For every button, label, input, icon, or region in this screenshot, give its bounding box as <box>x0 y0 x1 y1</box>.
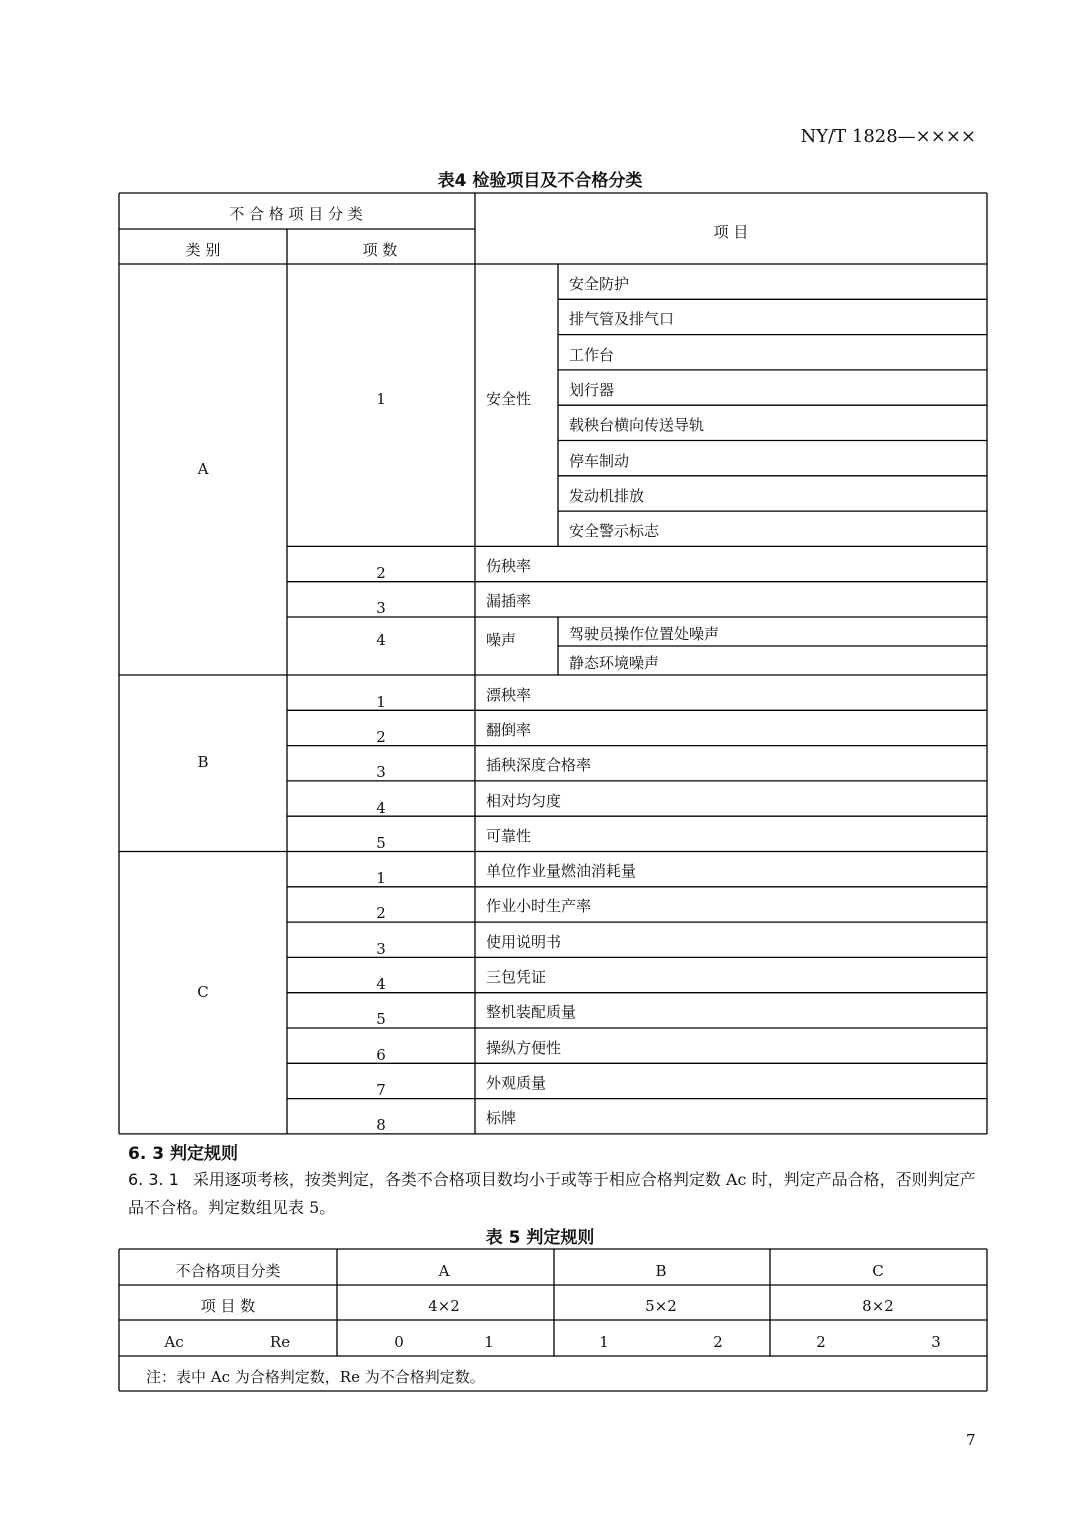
table5-note: 注：表中 Ac 为合格判定数，Re 为不合格判定数。 <box>146 1368 485 1386</box>
table4-item: 整机装配质量 <box>486 1003 577 1022</box>
table5-row2-b: 5×2 <box>645 1297 677 1315</box>
table4-item: 翻倒率 <box>486 720 532 739</box>
table4-row-number: 8 <box>376 1116 386 1135</box>
table5-row2-a: 4×2 <box>428 1297 460 1315</box>
table4-item: 可靠性 <box>486 826 532 845</box>
table4-item: 安全性 <box>486 390 532 409</box>
table5-row2-c: 8×2 <box>862 1297 894 1315</box>
table4-row-number: 1 <box>376 390 386 409</box>
table4-item: 单位作业量燃油消耗量 <box>486 862 637 881</box>
table4-item: 插秧深度合格率 <box>486 756 592 775</box>
standard-number: NY/T 1828—×××× <box>800 126 976 147</box>
table4-sub-item: 工作台 <box>569 345 615 364</box>
table4-item: 漂秧率 <box>486 685 532 704</box>
table4-caption: 表4 检验项目及不合格分类 <box>437 171 643 191</box>
table4-row-number: 2 <box>376 727 386 746</box>
table4-sub-item: 安全防护 <box>569 275 630 294</box>
table4-head-count: 项 数 <box>362 241 398 259</box>
table5-a-ac: 0 <box>394 1333 404 1351</box>
clause-number: 6. 3. 1 <box>128 1170 179 1189</box>
table4-item: 外观质量 <box>486 1073 547 1092</box>
table5-c-ac: 2 <box>816 1333 826 1351</box>
table4-item: 相对均匀度 <box>486 791 562 810</box>
table4-category: A <box>197 459 209 478</box>
table5-b-re: 2 <box>713 1333 723 1351</box>
table4-head-items: 项 目 <box>713 223 749 241</box>
table4-row-number: 4 <box>376 975 386 994</box>
table4-sub-item: 驾驶员操作位置处噪声 <box>569 625 720 643</box>
table4-row-number: 6 <box>376 1045 386 1064</box>
table5-a-re: 1 <box>484 1333 494 1351</box>
table4-sub-item: 停车制动 <box>569 451 630 470</box>
table4-row-number: 4 <box>376 631 386 649</box>
page-number: 7 <box>966 1431 976 1449</box>
table4-sub-item: 划行器 <box>569 381 615 400</box>
table4-sub-item: 载秧台横向传送导轨 <box>569 416 705 435</box>
table5-row1-b: B <box>655 1262 667 1280</box>
table4-head-category: 类 别 <box>185 241 221 259</box>
table4-row-number: 3 <box>376 763 386 782</box>
table4-item: 漏插率 <box>486 592 532 611</box>
table4-row-number: 2 <box>376 564 386 583</box>
table4-sub-item: 静态环境噪声 <box>569 654 660 672</box>
table4-item: 作业小时生产率 <box>486 897 592 916</box>
table4-row-number: 2 <box>376 904 386 923</box>
table4-sub-item: 安全警示标志 <box>569 522 660 541</box>
table4-item: 三包凭证 <box>486 968 547 987</box>
table5-row1-c: C <box>872 1262 884 1280</box>
table4-sub-item: 排气管及排气口 <box>569 310 675 329</box>
section-title: 6. 3 判定规则 <box>128 1144 238 1164</box>
clause-text: 采用逐项考核，按类判定，各类不合格项目数均小于或等于相应合格判定数 Ac 时，判定产品合格，否则判定产品不合格。判定数组见表 5。 <box>128 1170 976 1217</box>
table4-row-number: 4 <box>376 798 386 817</box>
table4-row-number: 1 <box>376 692 386 711</box>
table4-row-number: 5 <box>376 833 386 852</box>
table4-row-number: 7 <box>376 1080 386 1099</box>
table4-row-number: 1 <box>376 869 386 888</box>
table5-ac-label: Ac <box>164 1333 184 1351</box>
table4-item: 使用说明书 <box>486 932 562 951</box>
table5-caption: 表 5 判定规则 <box>485 1228 595 1248</box>
table5-b-ac: 1 <box>599 1333 609 1351</box>
table4-item: 标牌 <box>486 1109 517 1128</box>
table4-item: 伤秧率 <box>486 557 532 576</box>
table5-c-re: 3 <box>931 1333 941 1351</box>
table4-item: 操纵方便性 <box>486 1038 562 1057</box>
table4-category: B <box>197 753 209 772</box>
table4-row-number: 3 <box>376 939 386 958</box>
table4-head-group: 不 合 格 项 目 分 类 <box>229 205 363 223</box>
table4-row-number: 5 <box>376 1010 386 1029</box>
table5-re-label: Re <box>269 1333 291 1351</box>
table4-item: 噪声 <box>486 631 517 649</box>
table5-row2-label: 项 目 数 <box>200 1297 256 1315</box>
table4-category: C <box>197 982 209 1001</box>
table4-sub-item: 发动机排放 <box>569 486 645 505</box>
table5-row1-a: A <box>438 1262 450 1280</box>
table5-row1-label: 不合格项目分类 <box>175 1262 281 1280</box>
table4-row-number: 3 <box>376 599 386 618</box>
